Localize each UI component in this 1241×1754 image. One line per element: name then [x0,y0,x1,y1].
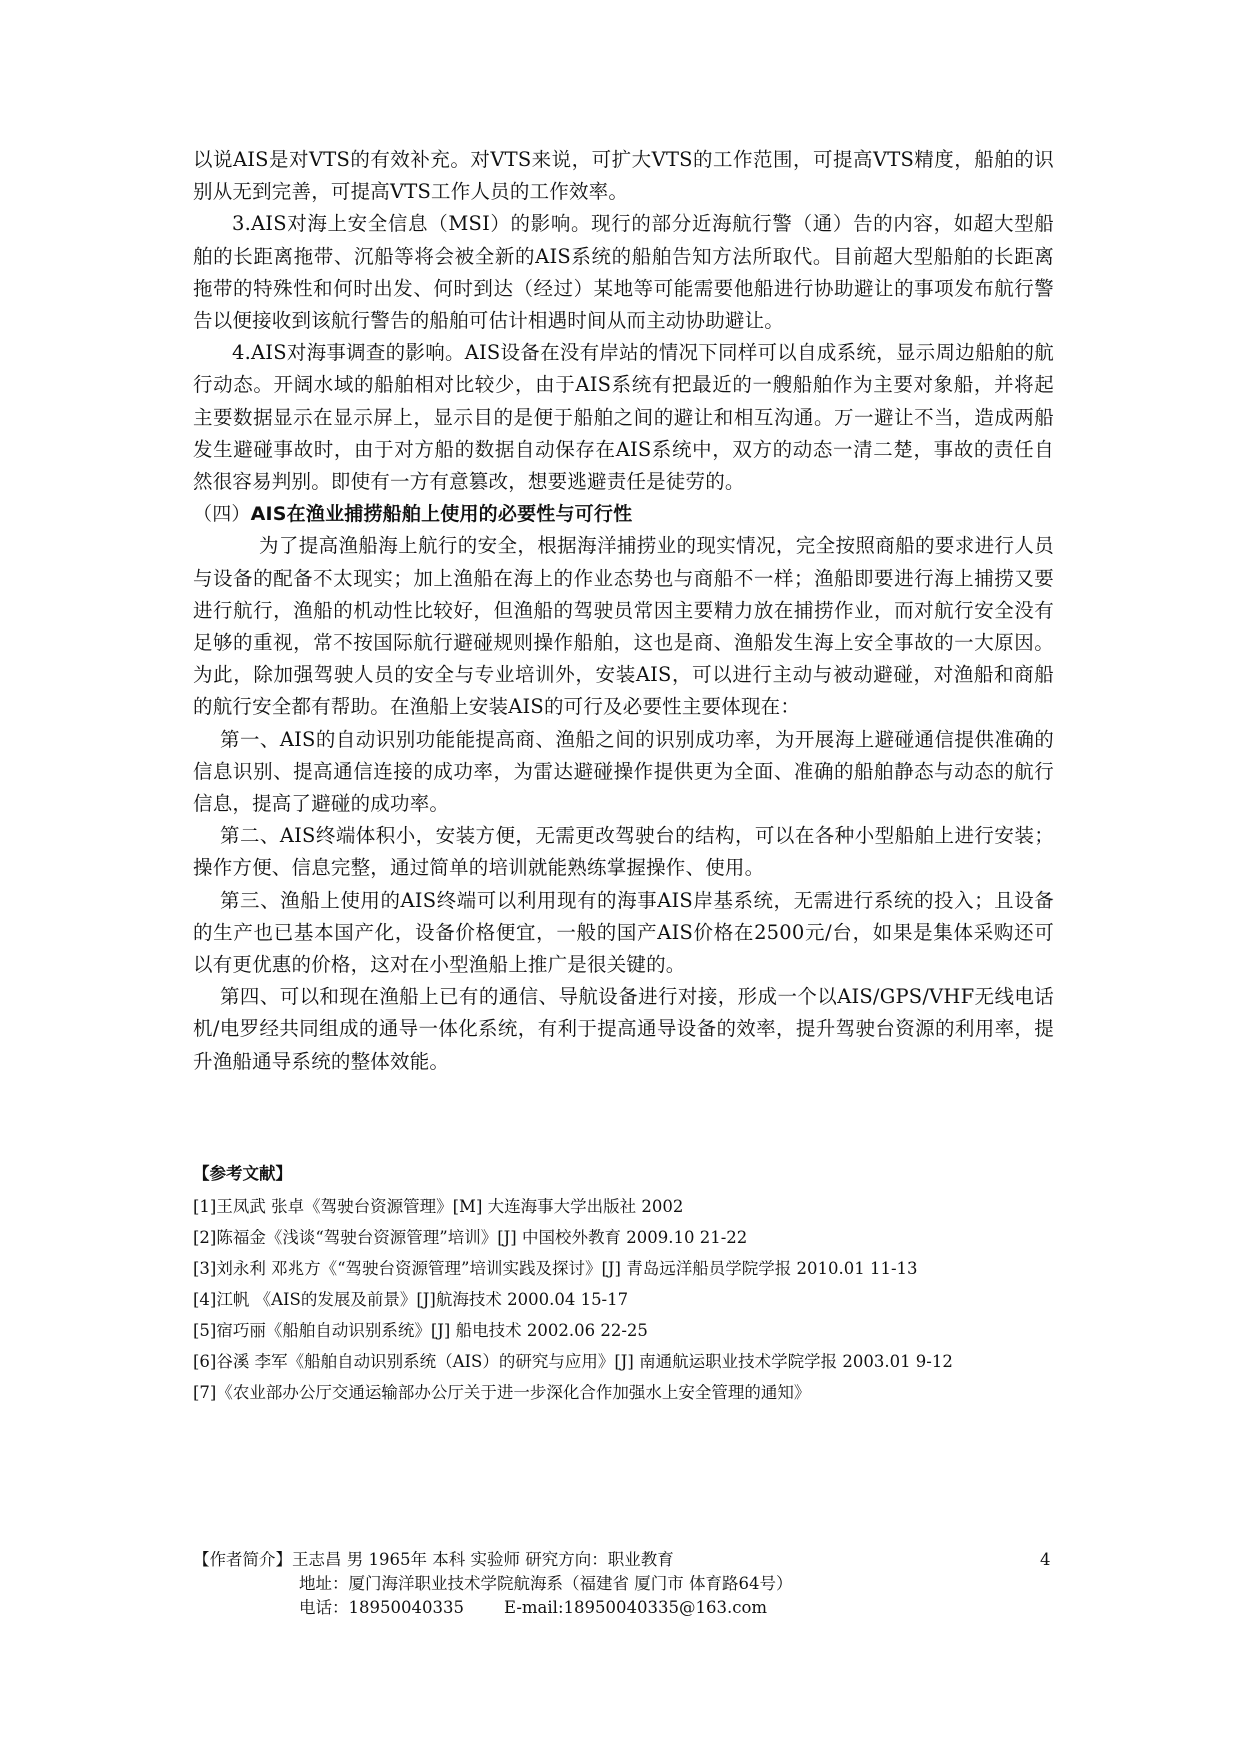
section-heading-text: AIS在渔业捕捞船舶上使用的必要性与可行性 [250,503,633,526]
paragraph-fishing-safety: 为了提高渔船海上航行的安全，根据海洋捕捞业的现实情况，完全按照商船的要求进行人员与设备的配备不太现实；加上渔船在海上的作业态势也与商船不一样；渔船即要进行海上捕捞又要进行航行，渔船的机动性比较好，但渔船的驾驶员常因主要精力放在捕捞作业，而对航行安全没有足够的重视，常不按国际航行避碰规则操作船舶，这也是商、渔船发生海上安全事故的一大原因。为此，除加强驾驶人员的安全与专业培训外，安装AIS，可以进行主动与被动避碰，对渔船和商船的航行安全都有帮助。在渔船上安装AIS的可行及必要性主要体现在： [193,534,1054,719]
body-text [193,144,1054,1078]
author-contact-row [193,1596,1063,1620]
paragraph-point-third: 第三、渔船上使用的AIS终端可以利用现有的海事AIS岸基系统，无需进行系统的投入；且设备的生产也已基本国产化，设备价格便宜，一般的国产AIS价格在2500元/台，如果是集体采购还可以有更优惠的价格，这对在小型渔船上推广是很关键的。 [193,888,1054,977]
section-heading [193,498,1054,530]
reference-item: [7]《农业部办公厅交通运输部办公厅关于进一步深化合作加强水上安全管理的通知》 [193,1383,811,1402]
paragraph-maritime-investigation: 4.AIS对海事调查的影响。AIS设备在没有岸站的情况下同样可以自成系统，显示周边船舶的航行动态。开阔水域的船舶相对比较少，由于AIS系统有把最近的一艘船舶作为主要对象船，并将起主要数据显示在显示屏上，显示目的是便于船舶之间的避让和相互沟通。万一避让不当，造成两船发生避碰事故时，由于对方船的数据自动保存在AIS系统中，双方的动态一清二楚，事故的责任自然很容易判别。即使有一方有意篡改，想要逃避责任是徒劳的。 [193,341,1054,494]
reference-item: [6]谷溪 李军《船舶自动识别系统（AIS）的研究与应用》[J] 南通航运职业技术学院学报 2003.01 9-12 [193,1352,953,1371]
references-title: 【参考文献】 [193,1164,292,1183]
paragraph-vts-supplement: 以说AIS是对VTS的有效补充。对VTS来说，可扩大VTS的工作范围，可提高VTS精度，船舶的识别从无到完善，可提高VTS工作人员的工作效率。 [193,148,1054,204]
reference-item: [1]王凤武 张卓《驾驶台资源管理》[M] 大连海事大学出版社 2002 [193,1197,684,1216]
page-number: 4 [1040,1550,1051,1569]
paragraph-point-fourth: 第四、可以和现在渔船上已有的通信、导航设备进行对接，形成一个以AIS/GPS/VHF无线电话机/电罗经共同组成的通导一体化系统，有利于提高通导设备的效率，提升驾驶台资源的利用率，提升渔船通导系统的整体效能。 [193,985,1054,1073]
author-address: 地址：厦门海洋职业技术学院航海系（福建省 厦门市 体育路64号） [299,1574,793,1593]
author-info [193,1548,1063,1620]
author-details: 王志昌 男 1965年 本科 实验师 研究方向：职业教育 [292,1550,674,1569]
reference-item: [5]宿巧丽《船舶自动识别系统》[J] 船电技术 2002.06 22-25 [193,1321,648,1340]
references-list [193,1191,1093,1408]
paragraph-msi-impact: 3.AIS对海上安全信息（MSI）的影响。现行的部分近海航行警（通）告的内容，如超大型船舶的长距离拖带、沉船等将会被全新的AIS系统的船舶告知方法所取代。目前超大型船舶的长距离拖带的特殊性和何时出发、何时到达（经过）某地等可能需要他船进行协助避让的事项发布航行警告以便接收到该航行警告的船舶可估计相遇时间从而主动协助避让。 [193,212,1054,333]
section-heading-prefix: （四） [193,503,251,526]
author-summary-row [193,1548,1063,1572]
references-section [193,1158,1093,1408]
author-email: E-mail:18950040335@163.com [503,1598,768,1617]
reference-item: [2]陈福金《浅谈“驾驶台资源管理”培训》[J] 中国校外教育 2009.10 21-22 [193,1228,748,1247]
reference-item: [3]刘永利 邓兆方《“驾驶台资源管理”培训实践及探讨》[J] 青岛远洋船员学院学报 2010.01 11-13 [193,1259,918,1278]
author-phone: 电话：18950040335 [299,1598,464,1617]
author-label: 【作者简介】 [193,1550,292,1569]
paragraph-point-second: 第二、AIS终端体积小，安装方便，无需更改驾驶台的结构，可以在各种小型船舶上进行安装；操作方便、信息完整，通过简单的培训就能熟练掌握操作、使用。 [193,824,1054,880]
paragraph-point-first: 第一、AIS的自动识别功能能提高商、渔船之间的识别成功率，为开展海上避碰通信提供准确的信息识别、提高通信连接的成功率，为雷达避碰操作提供更为全面、准确的船舶静态与动态的航行信息，提高了避碰的成功率。 [193,727,1054,816]
reference-item: [4]江帆 《AIS的发展及前景》[J]航海技术 2000.04 15-17 [193,1290,629,1309]
